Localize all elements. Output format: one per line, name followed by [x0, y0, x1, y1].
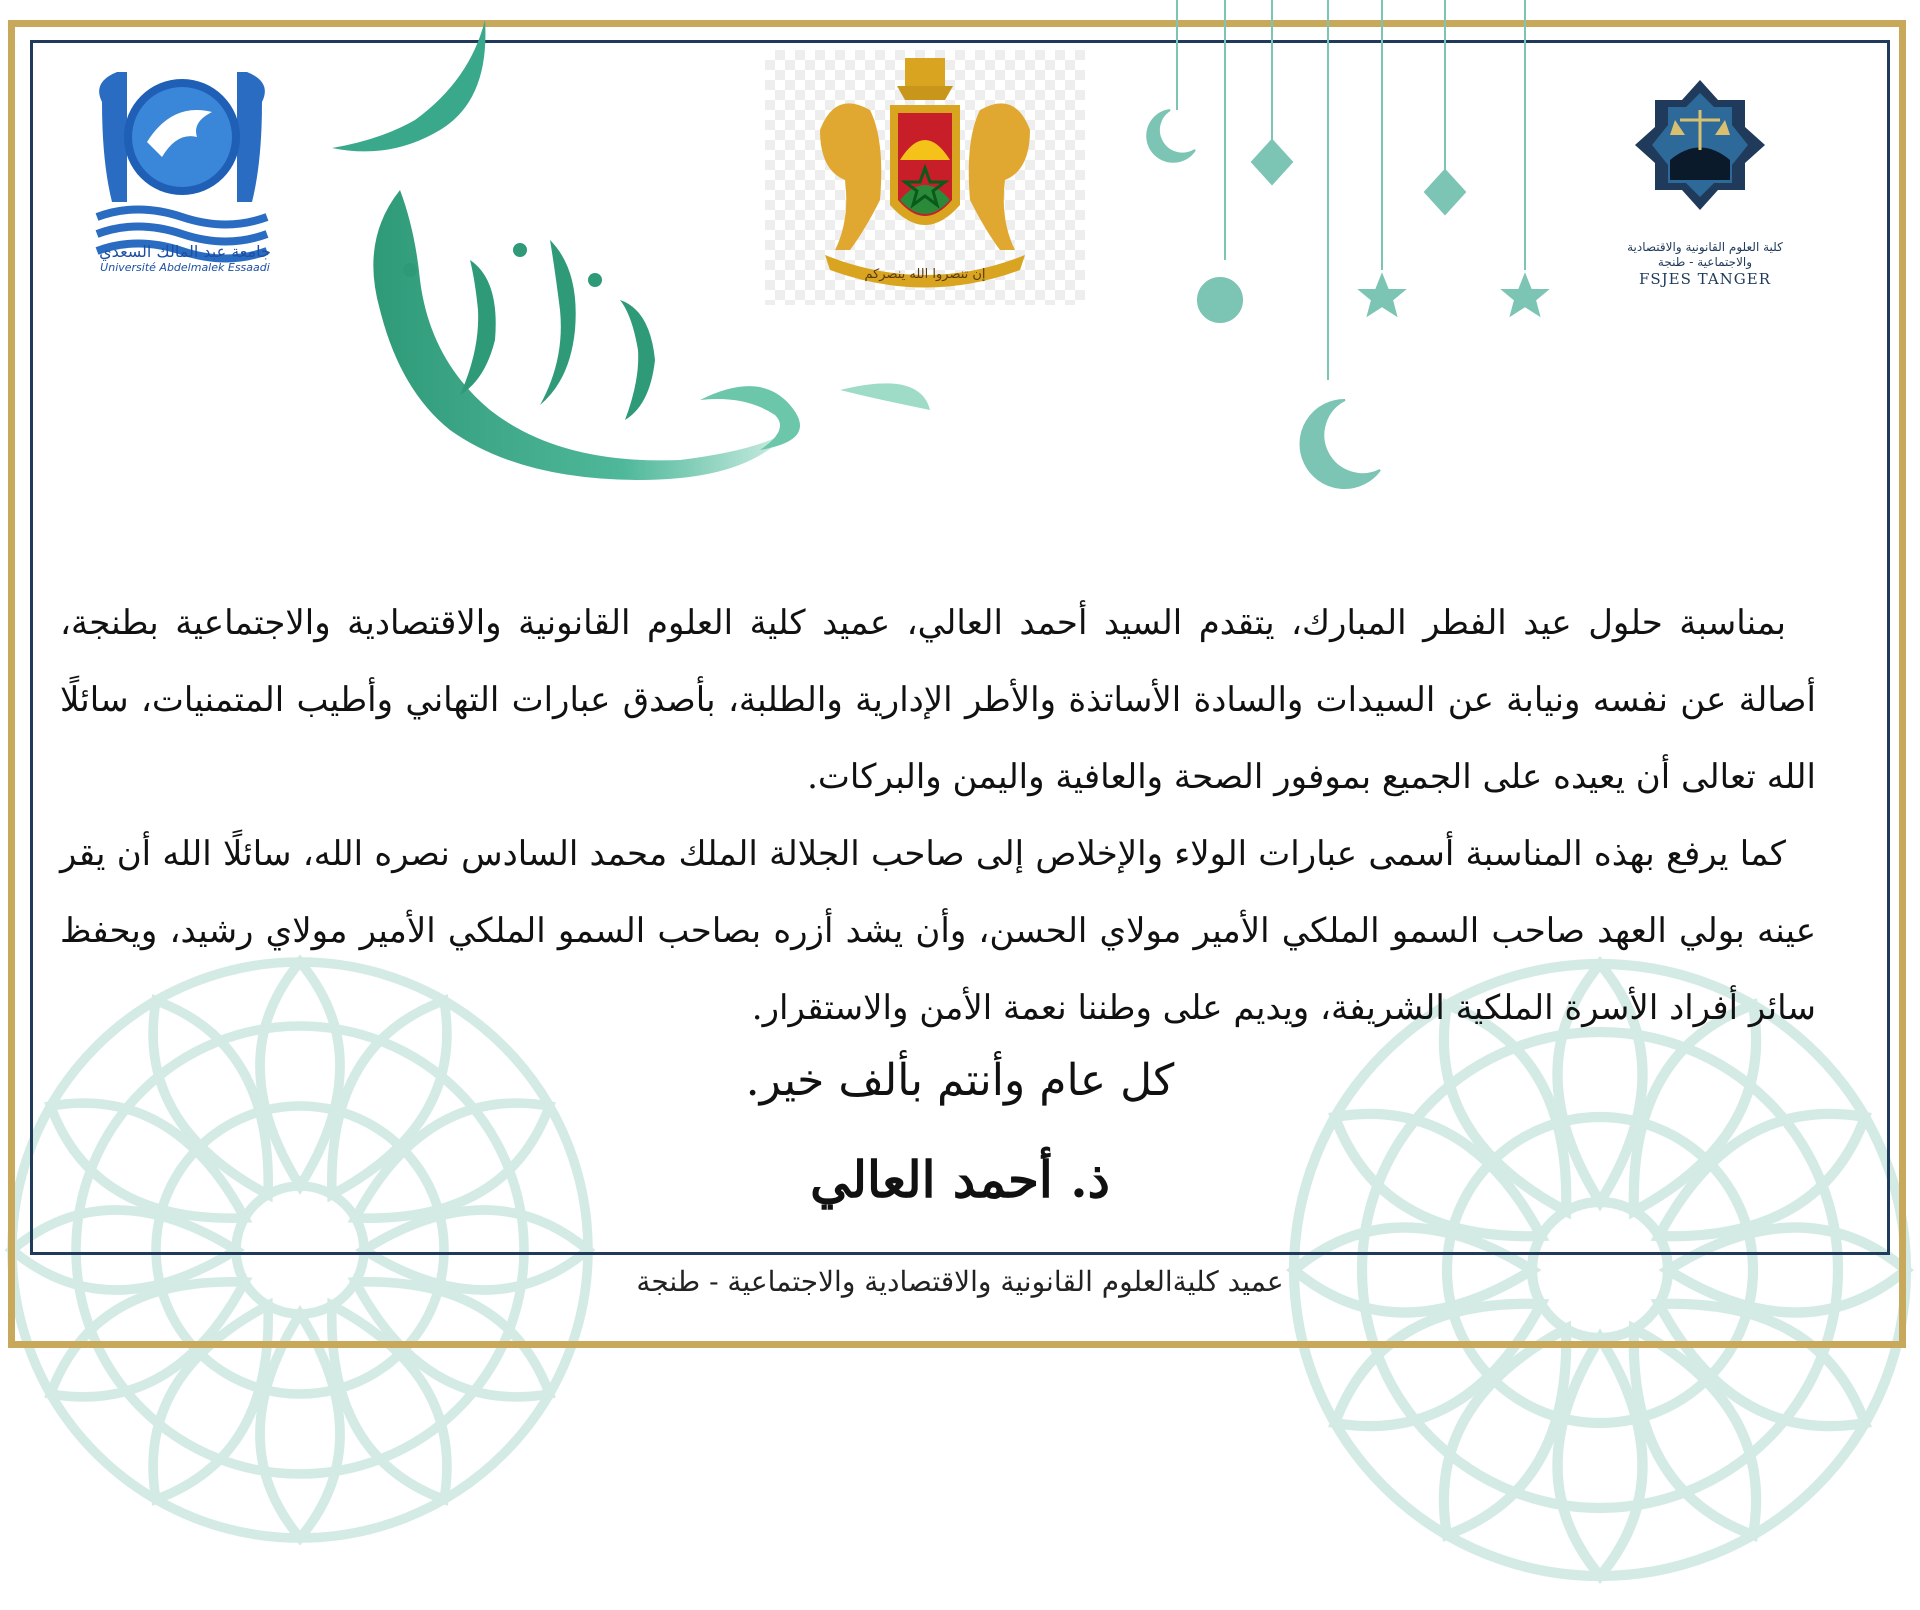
university-caption — [70, 242, 300, 274]
university-latin-name: Université Abdelmalek Essaadi — [100, 261, 270, 274]
hanging-ornaments-icon — [1140, 0, 1590, 500]
faculty-latin-name: FSJES TANGER — [1638, 270, 1772, 288]
closing-wish: كل عام وأنتم بألف خير. — [745, 1055, 1175, 1106]
greeting-message — [60, 585, 1816, 1047]
faculty-arabic-name-line2: والاجتماعية - طنجة — [1657, 255, 1753, 269]
signature: ذ. أحمد العالي — [810, 1150, 1110, 1209]
faculty-caption — [1600, 240, 1810, 288]
coat-of-arms-motto: إن تنصروا الله ينصركم — [864, 267, 986, 282]
faculty-arabic-name-line1: كلية العلوم القانونية والاقتصادية — [1627, 240, 1783, 254]
university-arabic-name: جامعة عبد المالك السعدي — [99, 242, 271, 261]
footer-title: عميد كليةالعلوم القانونية والاقتصادية والاجتماعية - طنجة — [636, 1265, 1284, 1298]
message-paragraph-2: كما يرفع بهذه المناسبة أسمى عبارات الولاء والإخلاص إلى صاحب الجلالة الملك محمد السادس نصره الله، سائلًا الله أن يقر عينه بولي العهد صاحب السمو الملكي الأمير مولاي الحسن، وأن يشد أزره بصاحب السمو الملكي الأمير مولاي رشيد، ويحفظ سائر أفراد الأسرة الملكية الشريفة، ويديم على وطننا نعمة الأمن والاستقرار. — [60, 834, 1816, 1028]
eid-mubarak-calligraphy-icon — [320, 10, 980, 530]
message-paragraph-1: بمناسبة حلول عيد الفطر المبارك، يتقدم السيد أحمد العالي، عميد كلية العلوم القانونية والاقتصادية والاجتماعية بطنجة، أصالة عن نفسه ونيابة عن السيدات والسادة الأساتذة والأطر الإدارية والطلبة، بأصدق عبارات التهاني وأطيب المتمنيات، سائلًا الله تعالى أن يعيده على الجميع بموفور الصحة والعافية واليمن والبركات. — [60, 603, 1816, 797]
fsjes-justice-scale-logo-icon — [1630, 75, 1770, 245]
